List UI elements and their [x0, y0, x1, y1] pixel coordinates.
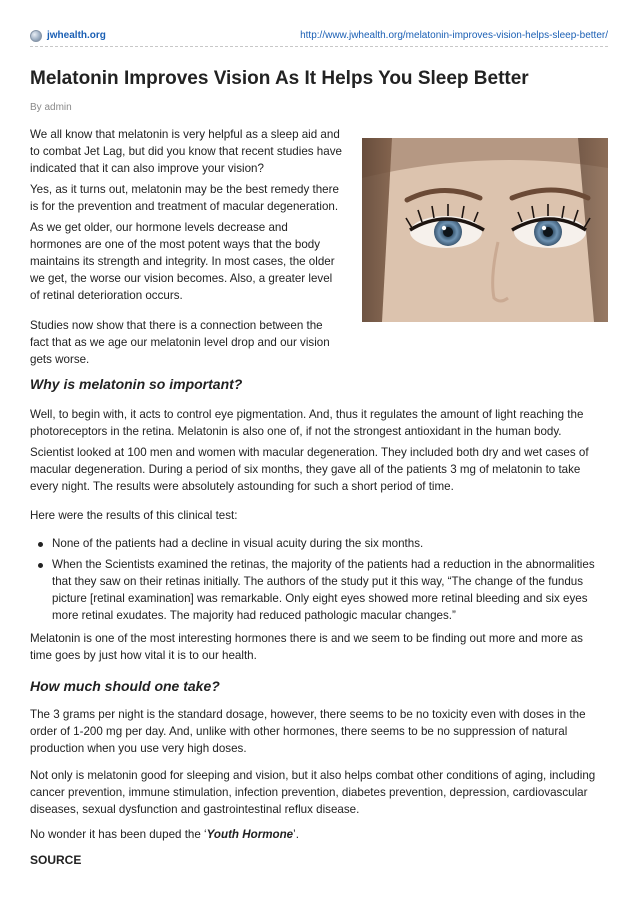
article-url[interactable]: http://www.jwhealth.org/melatonin-improves-vision-helps-sleep-better/ [300, 30, 608, 41]
page-title: Melatonin Improves Vision As It Helps You Sleep Better [30, 68, 529, 89]
list-item: When the Scientists examined the retinas, the majority of the patients had a reduction in the abnormalities that they saw on their retinas initially. The authors of the study put it this way, “The change of the fundus picture [retinal examination] was remarkable. Only eight eyes showed more retinal bleeding and six eyes more retinal exudates. The majority had reduced pathologic macular changes.” [30, 556, 608, 624]
page-header [30, 28, 608, 44]
section1-paragraph-2: Scientist looked at 100 men and women with macular degeneration. They included both dry and wet cases of macular degeneration. During a period of six months, they gave all of the patients 3 mg of melatonin to take every night. The results were absolutely astounding for such a short period of time. [30, 446, 589, 493]
intro-paragraph-1: We all know that melatonin is very helpful as a sleep aid and to combat Jet Lag, but did you know that recent studies have indicated that it can also improve your vision? [30, 128, 342, 175]
section2-paragraph-1: The 3 grams per night is the standard dosage, however, there seems to be no toxicity even with doses in the order of 1-200 mg per day. And, unlike with other hormones, there seems to be no suppression of natural production when you use very high doses. [30, 708, 586, 755]
youth-hormone-emphasis: Youth Hormone [206, 828, 294, 841]
list-item: None of the patients had a decline in visual acuity during the six months. [30, 535, 608, 552]
source-link[interactable]: SOURCE [30, 853, 82, 867]
site-link[interactable] [30, 28, 106, 44]
section2-paragraph-2: Not only is melatonin good for sleeping and vision, but it also helps combat other conditions of aging, including cancer prevention, immune stimulation, infection prevention, diabetes prevention, depression, cardiovascular diseases, sexual dysfunction and gastrointestinal reflux disease. [30, 769, 596, 816]
youth-hormone-prefix: No wonder it has been duped the ‘ [30, 828, 207, 841]
eyes-illustration [362, 138, 608, 322]
globe-icon [30, 30, 42, 42]
article-photo-eyes [362, 138, 608, 322]
intro-paragraph-3: As we get older, our hormone levels decrease and hormones are one of the most potent ways that the body maintains its strength and integrity. In most cases, the older we get, the worse our vision becomes. Also, a greater level of retinal deterioration occurs. [30, 221, 335, 302]
header-divider [30, 46, 608, 47]
section1-closing: Melatonin is one of the most interesting hormones there is and we seem to be finding out more and more as time goes by just how vital it is to our health. [30, 632, 583, 662]
site-name[interactable]: jwhealth.org [47, 30, 106, 41]
section-heading-why: Why is melatonin so important? [30, 376, 243, 392]
section1-paragraph-1: Well, to begin with, it acts to control eye pigmentation. And, thus it regulates the amount of light reaching the photoreceptors in the retina. Melatonin is also one of, if not the strongest antioxidant in the human body. [30, 408, 584, 438]
intro-paragraph-2: Yes, as it turns out, melatonin may be the best remedy there is for the prevention and treatment of macular degeneration. [30, 183, 339, 213]
youth-hormone-suffix: ’. [293, 828, 299, 841]
section-heading-dosage: How much should one take? [30, 678, 220, 694]
youth-hormone-line [30, 826, 608, 843]
section1-paragraph-3: Here were the results of this clinical test: [30, 509, 238, 522]
results-list [30, 535, 608, 624]
byline: By admin [30, 102, 72, 113]
intro-paragraph-4: Studies now show that there is a connection between the fact that as we age our melatonin level drop and our vision gets worse. [30, 319, 330, 366]
